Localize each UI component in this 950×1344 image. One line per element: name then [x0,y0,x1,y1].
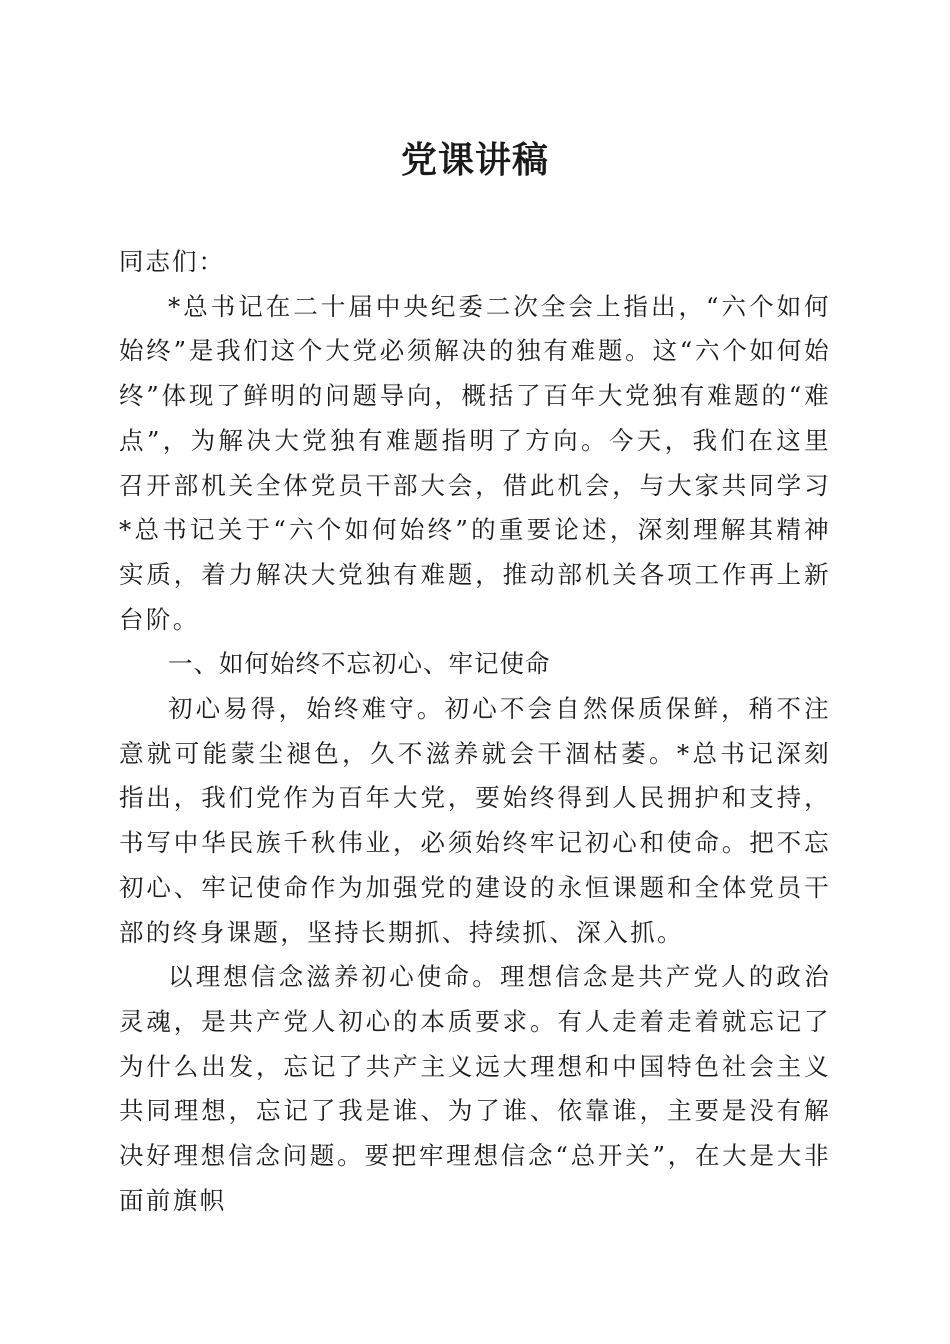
section-heading: 一、如何始终不忘初心、牢记使命 [168,649,551,679]
document-page [119,128,831,1223]
salutation: 同志们： [119,247,225,276]
intro-paragraph: *总书记在二十届中央纪委二次全会上指出，“六个如何始终”是我们这个大党必须解决的独有难题。这“六个如何始终”体现了鲜明的问题导向，概括了百年大党独有难题的“难点”，为解决大党独有难题指明了方向。今天，我们在这里召开部机关全体党员干部大会，借此机会，与大家共同学习*总书记关于“六个如何始终”的重要论述，深刻理解其精神实质，着力解决大党独有难题，推动部机关各项工作再上新台阶。 [119,291,831,634]
document-title: 党课讲稿 [400,139,549,181]
section-paragraph: 初心易得，始终难守。初心不会自然保质保鲜，稍不注意就可能蒙尘褪色，久不滋养就会干涸枯萎。*总书记深刻指出，我们党作为百年大党，要始终得到人民拥护和支持，书写中华民族千秋伟业，必须始终牢记初心和使命。把不忘初心、牢记使命作为加强党的建设的永恒课题和全体党员干部的终身课题，坚持长期抓、持续抓、深入抓。 [119,694,831,947]
section-paragraph: 以理想信念滋养初心使命。理想信念是共产党人的政治灵魂，是共产党人初心的本质要求。有人走着走着就忘记了为什么出发，忘记了共产主义远大理想和中国特色社会主义共同理想，忘记了我是谁、为了谁、依靠谁，主要是没有解决好理想信念问题。要把牢理想信念“总开关”，在大是大非面前旗帜 [119,962,831,1215]
